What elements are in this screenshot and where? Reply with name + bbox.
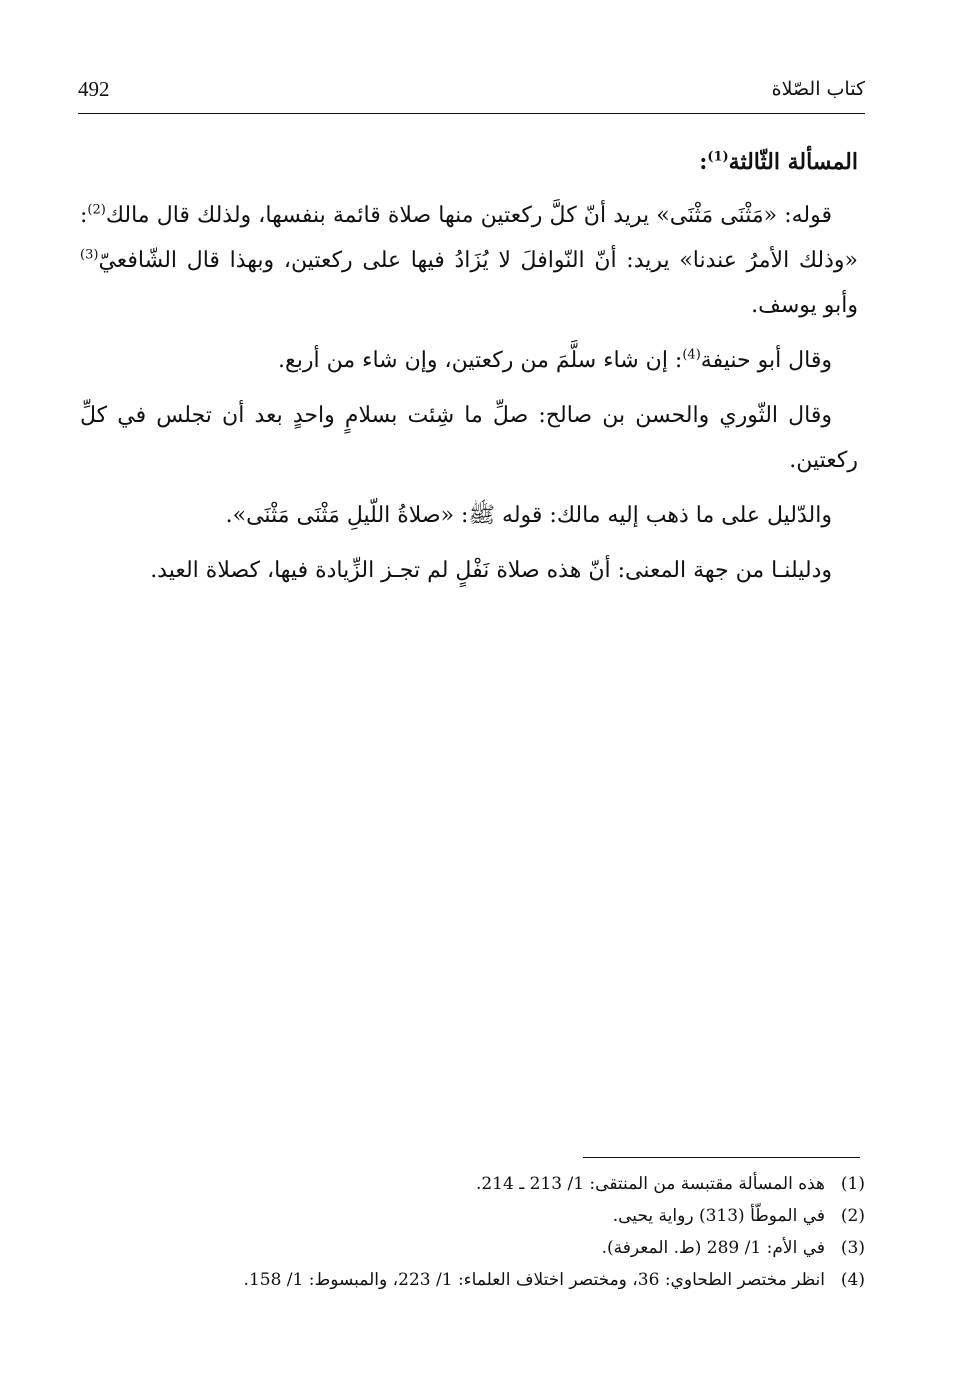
- main-text: [80, 140, 858, 603]
- footnote-number: (3): [840, 1238, 865, 1258]
- footnote-1: [120, 1168, 865, 1200]
- heading-colon: :: [699, 149, 708, 175]
- footnotes: [120, 1168, 865, 1296]
- paragraph-2-part-b: : إن شاء سلَّمَ من ركعتين، وإن شاء من أربع.: [278, 348, 683, 373]
- footnote-ref-2: (2): [87, 202, 106, 218]
- heading-text: المسألة الثّالثة: [728, 149, 858, 175]
- footnote-number: (2): [840, 1206, 865, 1226]
- paragraph-1-part-a: قوله: «مَثْنَى مَثْنَى» يريد أنّ كلَّ ركعتين منها صلاة قائمة بنفسها، ولذلك قال مالك: [105, 203, 832, 228]
- footnote-2: [120, 1200, 865, 1232]
- page-number: 492: [78, 76, 110, 101]
- footnote-text: في الأم: 1/ 289 (ط. المعرفة).: [601, 1238, 825, 1258]
- paragraph-2-part-a: وقال أبو حنيفة: [700, 348, 832, 373]
- running-head: كتاب الصّلاة: [771, 78, 865, 100]
- paragraph-1: [80, 193, 858, 328]
- footnote-4: [120, 1264, 865, 1296]
- paragraph-2: [80, 338, 858, 383]
- footnote-number: (1): [840, 1174, 865, 1194]
- footnote-ref-4: (4): [682, 347, 701, 363]
- paragraph-1-part-b: : «وذلك الأمرُ عندنا» يريد: أنّ النّوافلَ لا يُزَادُ فيها على ركعتين، وبهذا قال الشّافعيّ: [80, 203, 858, 273]
- footnote-ref-1: (1): [707, 149, 729, 165]
- footnote-number: (4): [840, 1270, 865, 1290]
- footnote-text: هذه المسألة مقتبسة من المنتقى: 1/ 213 ـ 214.: [475, 1174, 825, 1194]
- paragraph-5: ودليلنـا من جهة المعنى: أنّ هذه صلاة نَفْلٍ لم تجـز الزِّيادة فيها، كصلاة العيد.: [150, 558, 832, 583]
- footnote-3: [120, 1232, 865, 1264]
- paragraph-3: وقال الثّوري والحسن بن صالح: صلِّ ما شِئت بسلامٍ واحدٍ بعد أن تجلس في كلِّ ركعتين.: [80, 403, 858, 473]
- page-header: [78, 72, 865, 106]
- paragraph-4: والدّليل على ما ذهب إليه مالك: قوله ﷺ: «صلاةُ اللّيلِ مَثْنَى مَثْنَى».: [225, 503, 832, 528]
- footnote-text: انظر مختصر الطحاوي: 36، ومختصر اختلاف العلماء: 1/ 223، والمبسوط: 1/ 158.: [243, 1270, 825, 1290]
- footnote-text: في الموطّأ (313) رواية يحيى.: [612, 1206, 825, 1226]
- header-rule: [78, 113, 865, 114]
- paragraph-1-part-c: وأبو يوسف.: [751, 293, 858, 318]
- footnote-rule: [583, 1157, 860, 1158]
- section-heading: [80, 140, 858, 185]
- footnote-ref-3: (3): [80, 247, 99, 263]
